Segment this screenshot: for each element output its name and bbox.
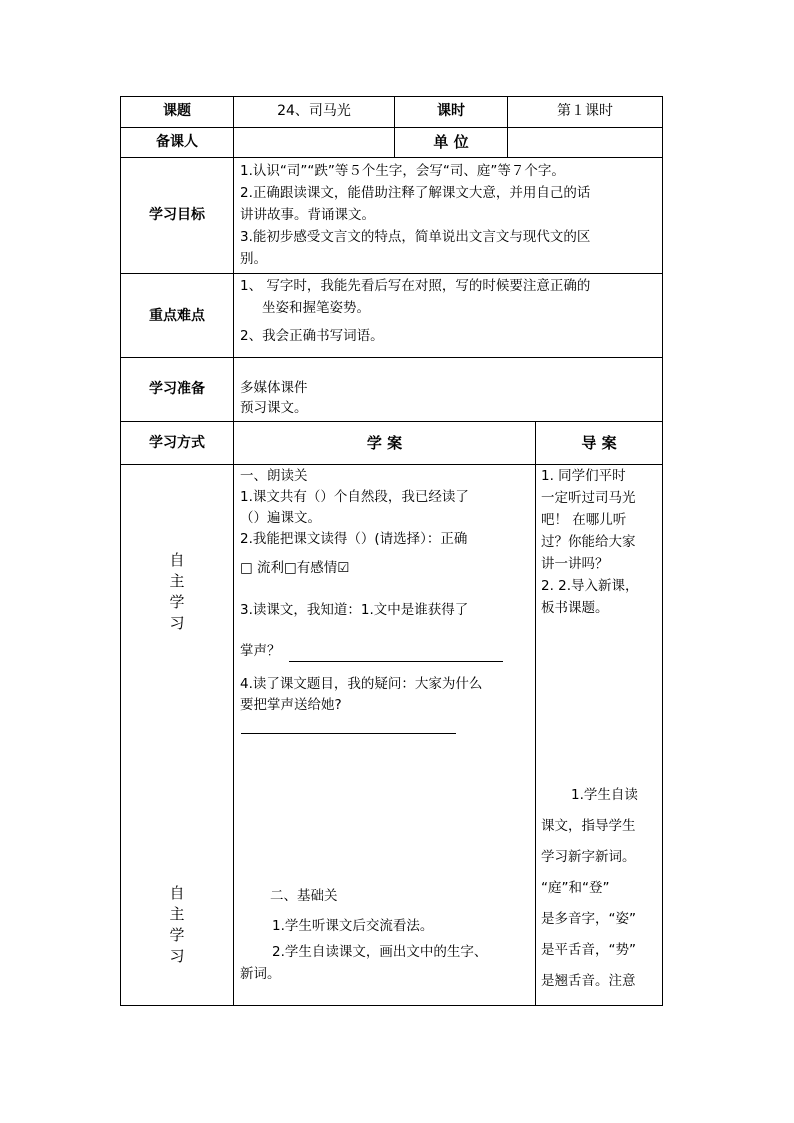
method-label: 学习方式: [149, 435, 205, 451]
guide-top-line: 2. 2.导入新课，: [541, 578, 639, 594]
guide-top-line: 1. 同学们平时: [541, 468, 626, 484]
guide-bottom-line: 学习新字新词。: [541, 849, 636, 865]
rule-plan-guide: [535, 421, 536, 1006]
rule-row4: [120, 357, 663, 358]
guide-top-line: 板书课题。: [541, 600, 609, 616]
unit-label: 单 位: [433, 133, 469, 151]
rule-row3: [120, 273, 663, 274]
guide-bottom-line: 课文，指导学生: [541, 818, 636, 834]
section1-title: 一、朗读关: [240, 468, 308, 484]
preparer-label: 备课人: [156, 134, 198, 150]
self-study-char: 自: [169, 884, 185, 902]
s1-q3-line1: 3.读课文，我知道：1.文中是谁获得了: [240, 602, 469, 618]
rule-label-col: [233, 96, 234, 1006]
rule-bottom: [120, 1005, 663, 1006]
guide-top: [541, 465, 661, 619]
preparation-label: 学习准备: [149, 381, 205, 397]
key-point-1: 1、 写字时，我能先看后写在对照，写的时候要注意正确的: [240, 278, 591, 294]
topic-label: 课题: [163, 103, 191, 119]
key-points-label: 重点难点: [149, 308, 205, 324]
goal-line: 2.正确跟读课文，能借助注释了解课文大意，并用自己的话: [240, 185, 591, 201]
self-study-char: 主: [169, 572, 185, 590]
rule-top: [120, 96, 663, 97]
rule-left: [120, 96, 121, 1006]
goal-line: 3.能初步感受文言文的特点，简单说出文言文与现代文的区: [240, 229, 591, 245]
s1-q4-line2: 要把掌声送给她?: [240, 697, 342, 713]
key-points-content: [240, 275, 660, 347]
s1-q4-line1: 4.读了课文题目，我的疑问：大家为什么: [240, 676, 483, 692]
period-label: 课时: [437, 103, 465, 119]
goal-line: 1.认识“司”“跌”等５个生字，会写“司、庭”等７个字。: [240, 163, 565, 179]
self-study-char: 习: [169, 947, 185, 965]
goal-line: 别。: [240, 251, 267, 267]
rule-row2: [120, 157, 663, 158]
guide-bottom-line: 是多音字，“姿”: [541, 911, 636, 927]
guide-top-line: 吧！ 在哪儿听: [541, 512, 627, 528]
guide-bottom-line: 是翘舌音。注意: [541, 973, 636, 989]
key-point-2: 2、我会正确书写词语。: [240, 328, 384, 344]
s2-item1: 1.学生听课文后交流看法。: [272, 918, 434, 934]
guide-bottom-line: 1.学生自读: [571, 787, 638, 803]
guide-bottom-line: “庭”和“登”: [541, 880, 610, 896]
self-study-char: 学: [169, 926, 185, 944]
period-value: 第１课时: [557, 103, 613, 119]
guide-bottom: [541, 780, 661, 997]
goals-content: [240, 160, 660, 270]
preparation-content: [240, 378, 640, 418]
rule-row1: [120, 127, 663, 128]
guide-plan-header: 导 案: [581, 434, 617, 452]
goals-label: 学习目标: [149, 207, 205, 223]
goal-line: 讲讲故事。背诵课文。: [240, 207, 375, 223]
s1-q1-line2: （）遍课文。: [240, 510, 321, 526]
rule-row5: [120, 421, 663, 422]
section2-title: 二、基础关: [270, 888, 338, 904]
guide-top-line: 一定听过司马光: [541, 490, 636, 506]
s2-item2-line2: 新词。: [240, 966, 281, 982]
self-study-char: 主: [169, 905, 185, 923]
topic-value: 24、司马光: [277, 103, 351, 119]
self-study-char: 习: [169, 614, 185, 632]
s1-q3-line2: 掌声？: [240, 643, 281, 659]
self-study-label-2: [167, 883, 187, 967]
s1-q2-line1: 2.我能把课文读得（）(请选择）：正确: [240, 531, 468, 547]
guide-bottom-line: 是平舌音，“势”: [541, 942, 636, 958]
self-study-label-1: [167, 550, 187, 634]
s2-item2-line1: 2.学生自读课文，画出文中的生字、: [272, 944, 488, 960]
s1-q1-line1: 1.课文共有（）个自然段，我已经读了: [240, 489, 469, 505]
answer-blank[interactable]: [289, 645, 503, 662]
key-point-1-cont: 坐姿和握笔姿势。: [262, 300, 370, 316]
rule-right: [662, 96, 663, 1006]
answer-blank-line[interactable]: [241, 733, 456, 734]
guide-top-line: 讲一讲吗？: [541, 556, 609, 572]
guide-top-line: 过？你能给大家: [541, 534, 636, 550]
self-study-char: 学: [169, 593, 185, 611]
s1-q2-line2: □ 流利□有感情☑: [240, 560, 350, 576]
preparation-line: 多媒体课件: [240, 380, 308, 396]
self-study-char: 自: [169, 551, 185, 569]
preparation-line: 预习课文。: [240, 400, 308, 416]
study-plan-header: 学 案: [366, 434, 403, 452]
s1-q3-line2-wrap: [240, 641, 503, 662]
